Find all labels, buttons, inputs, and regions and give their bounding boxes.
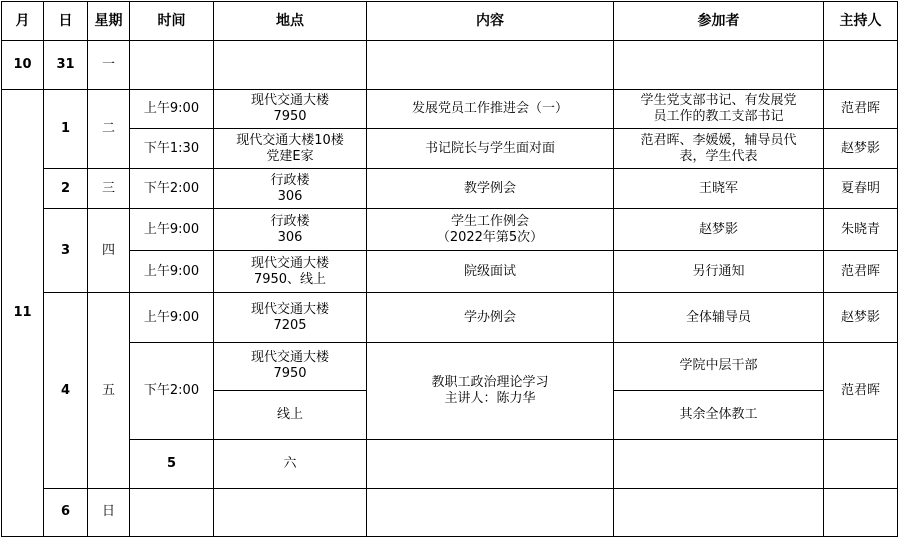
content-line: 主讲人：陈力华 bbox=[444, 390, 536, 406]
participants-line: 范君晖、李媛媛，辅导员代 bbox=[640, 132, 797, 148]
table-row bbox=[2, 251, 898, 293]
location-cell bbox=[614, 439, 824, 488]
weekday-cell: 一 bbox=[88, 41, 130, 90]
weekday-cell: 五 bbox=[88, 293, 130, 488]
weekday-cell: 三 bbox=[88, 169, 130, 209]
participants-cell: 其余全体教工 bbox=[614, 390, 824, 439]
time-cell: 上午9:00 bbox=[130, 293, 214, 342]
header-day: 日 bbox=[44, 2, 88, 41]
participants-line: 表，学生代表 bbox=[679, 148, 758, 164]
header-host: 主持人 bbox=[824, 2, 898, 41]
location-line: 306 bbox=[277, 188, 303, 204]
participants-cell bbox=[614, 41, 824, 90]
location-cell: 线上 bbox=[214, 390, 367, 439]
table-row bbox=[2, 293, 898, 342]
day-cell: 2 bbox=[44, 169, 88, 209]
location-cell bbox=[214, 209, 367, 251]
location-cell bbox=[214, 129, 367, 169]
host-cell: 范君晖 bbox=[824, 342, 898, 439]
location-line: 7950、线上 bbox=[253, 271, 327, 287]
schedule-table bbox=[1, 1, 898, 537]
location-line: 行政楼 bbox=[270, 213, 310, 229]
location-cell bbox=[214, 41, 367, 90]
participants-cell: 王晓军 bbox=[614, 169, 824, 209]
participants-line: 学生党支部书记、有发展党 bbox=[640, 93, 797, 109]
time-cell: 上午9:00 bbox=[130, 251, 214, 293]
table-row bbox=[2, 90, 898, 129]
header-time: 时间 bbox=[130, 2, 214, 41]
location-line: 党建E家 bbox=[266, 148, 314, 164]
participants-cell: 学院中层干部 bbox=[614, 342, 824, 390]
location-line: 7205 bbox=[273, 317, 307, 333]
participants-cell bbox=[614, 129, 824, 169]
header-location: 地点 bbox=[214, 2, 367, 41]
location-line: 现代交通大楼10楼 bbox=[236, 132, 344, 148]
location-line: 306 bbox=[277, 229, 303, 245]
day-cell: 6 bbox=[44, 488, 88, 536]
header-row bbox=[2, 2, 898, 41]
month-cell: 11 bbox=[2, 90, 44, 537]
content-cell: 书记院长与学生面对面 bbox=[367, 129, 614, 169]
host-cell: 范君晖 bbox=[824, 90, 898, 129]
location-line: 现代交通大楼 bbox=[250, 301, 329, 317]
table-row bbox=[2, 41, 898, 90]
weekday-cell: 日 bbox=[88, 488, 130, 536]
host-cell bbox=[824, 488, 898, 536]
location-cell bbox=[214, 251, 367, 293]
time-cell bbox=[130, 41, 214, 90]
table-row bbox=[2, 129, 898, 169]
weekday-cell: 六 bbox=[214, 439, 367, 488]
time-cell bbox=[130, 488, 214, 536]
content-line: （2022年第5次） bbox=[436, 229, 544, 245]
content-cell: 院级面试 bbox=[367, 251, 614, 293]
content-cell bbox=[367, 41, 614, 90]
header-content: 内容 bbox=[367, 2, 614, 41]
location-cell bbox=[214, 342, 367, 390]
location-cell bbox=[214, 90, 367, 129]
time-cell: 下午1:30 bbox=[130, 129, 214, 169]
location-line: 现代交通大楼 bbox=[250, 255, 329, 271]
time-cell: 上午9:00 bbox=[130, 209, 214, 251]
participants-cell: 全体辅导员 bbox=[614, 293, 824, 342]
day-cell: 5 bbox=[130, 439, 214, 488]
content-line: 学生工作例会 bbox=[450, 213, 529, 229]
location-line: 现代交通大楼 bbox=[250, 93, 329, 109]
content-cell bbox=[824, 439, 898, 488]
host-cell: 赵梦影 bbox=[824, 293, 898, 342]
location-line: 现代交通大楼 bbox=[250, 350, 329, 366]
time-cell: 上午9:00 bbox=[130, 90, 214, 129]
table-row bbox=[2, 439, 898, 488]
host-cell: 夏春明 bbox=[824, 169, 898, 209]
location-cell bbox=[214, 488, 367, 536]
participants-cell bbox=[614, 488, 824, 536]
day-cell: 3 bbox=[44, 209, 88, 293]
content-cell bbox=[367, 209, 614, 251]
table-row bbox=[2, 342, 898, 390]
location-line: 7950 bbox=[273, 109, 307, 125]
day-cell: 31 bbox=[44, 41, 88, 90]
content-cell: 学办例会 bbox=[367, 293, 614, 342]
header-participants: 参加者 bbox=[614, 2, 824, 41]
location-line: 7950 bbox=[273, 366, 307, 382]
location-cell bbox=[214, 169, 367, 209]
header-weekday: 星期 bbox=[88, 2, 130, 41]
time-cell: 下午2:00 bbox=[130, 169, 214, 209]
table-row bbox=[2, 209, 898, 251]
header-month: 月 bbox=[2, 2, 44, 41]
location-line: 行政楼 bbox=[270, 172, 310, 188]
host-cell bbox=[824, 41, 898, 90]
day-cell: 1 bbox=[44, 90, 88, 169]
weekday-cell: 二 bbox=[88, 90, 130, 169]
weekday-cell: 四 bbox=[88, 209, 130, 293]
month-cell: 10 bbox=[2, 41, 44, 90]
time-cell bbox=[367, 439, 614, 488]
content-cell bbox=[367, 342, 614, 439]
participants-line: 员工作的教工支部书记 bbox=[653, 109, 784, 125]
content-cell bbox=[367, 488, 614, 536]
host-cell: 范君晖 bbox=[824, 251, 898, 293]
host-cell: 赵梦影 bbox=[824, 129, 898, 169]
location-cell bbox=[214, 293, 367, 342]
content-cell: 发展党员工作推进会（一） bbox=[367, 90, 614, 129]
participants-cell: 赵梦影 bbox=[614, 209, 824, 251]
participants-cell bbox=[614, 90, 824, 129]
participants-cell: 另行通知 bbox=[614, 251, 824, 293]
table-row bbox=[2, 488, 898, 536]
time-cell: 下午2:00 bbox=[130, 342, 214, 439]
table-row bbox=[2, 169, 898, 209]
day-cell: 4 bbox=[44, 293, 88, 488]
content-cell: 教学例会 bbox=[367, 169, 614, 209]
content-line: 教职工政治理论学习 bbox=[431, 374, 549, 390]
host-cell: 朱晓青 bbox=[824, 209, 898, 251]
